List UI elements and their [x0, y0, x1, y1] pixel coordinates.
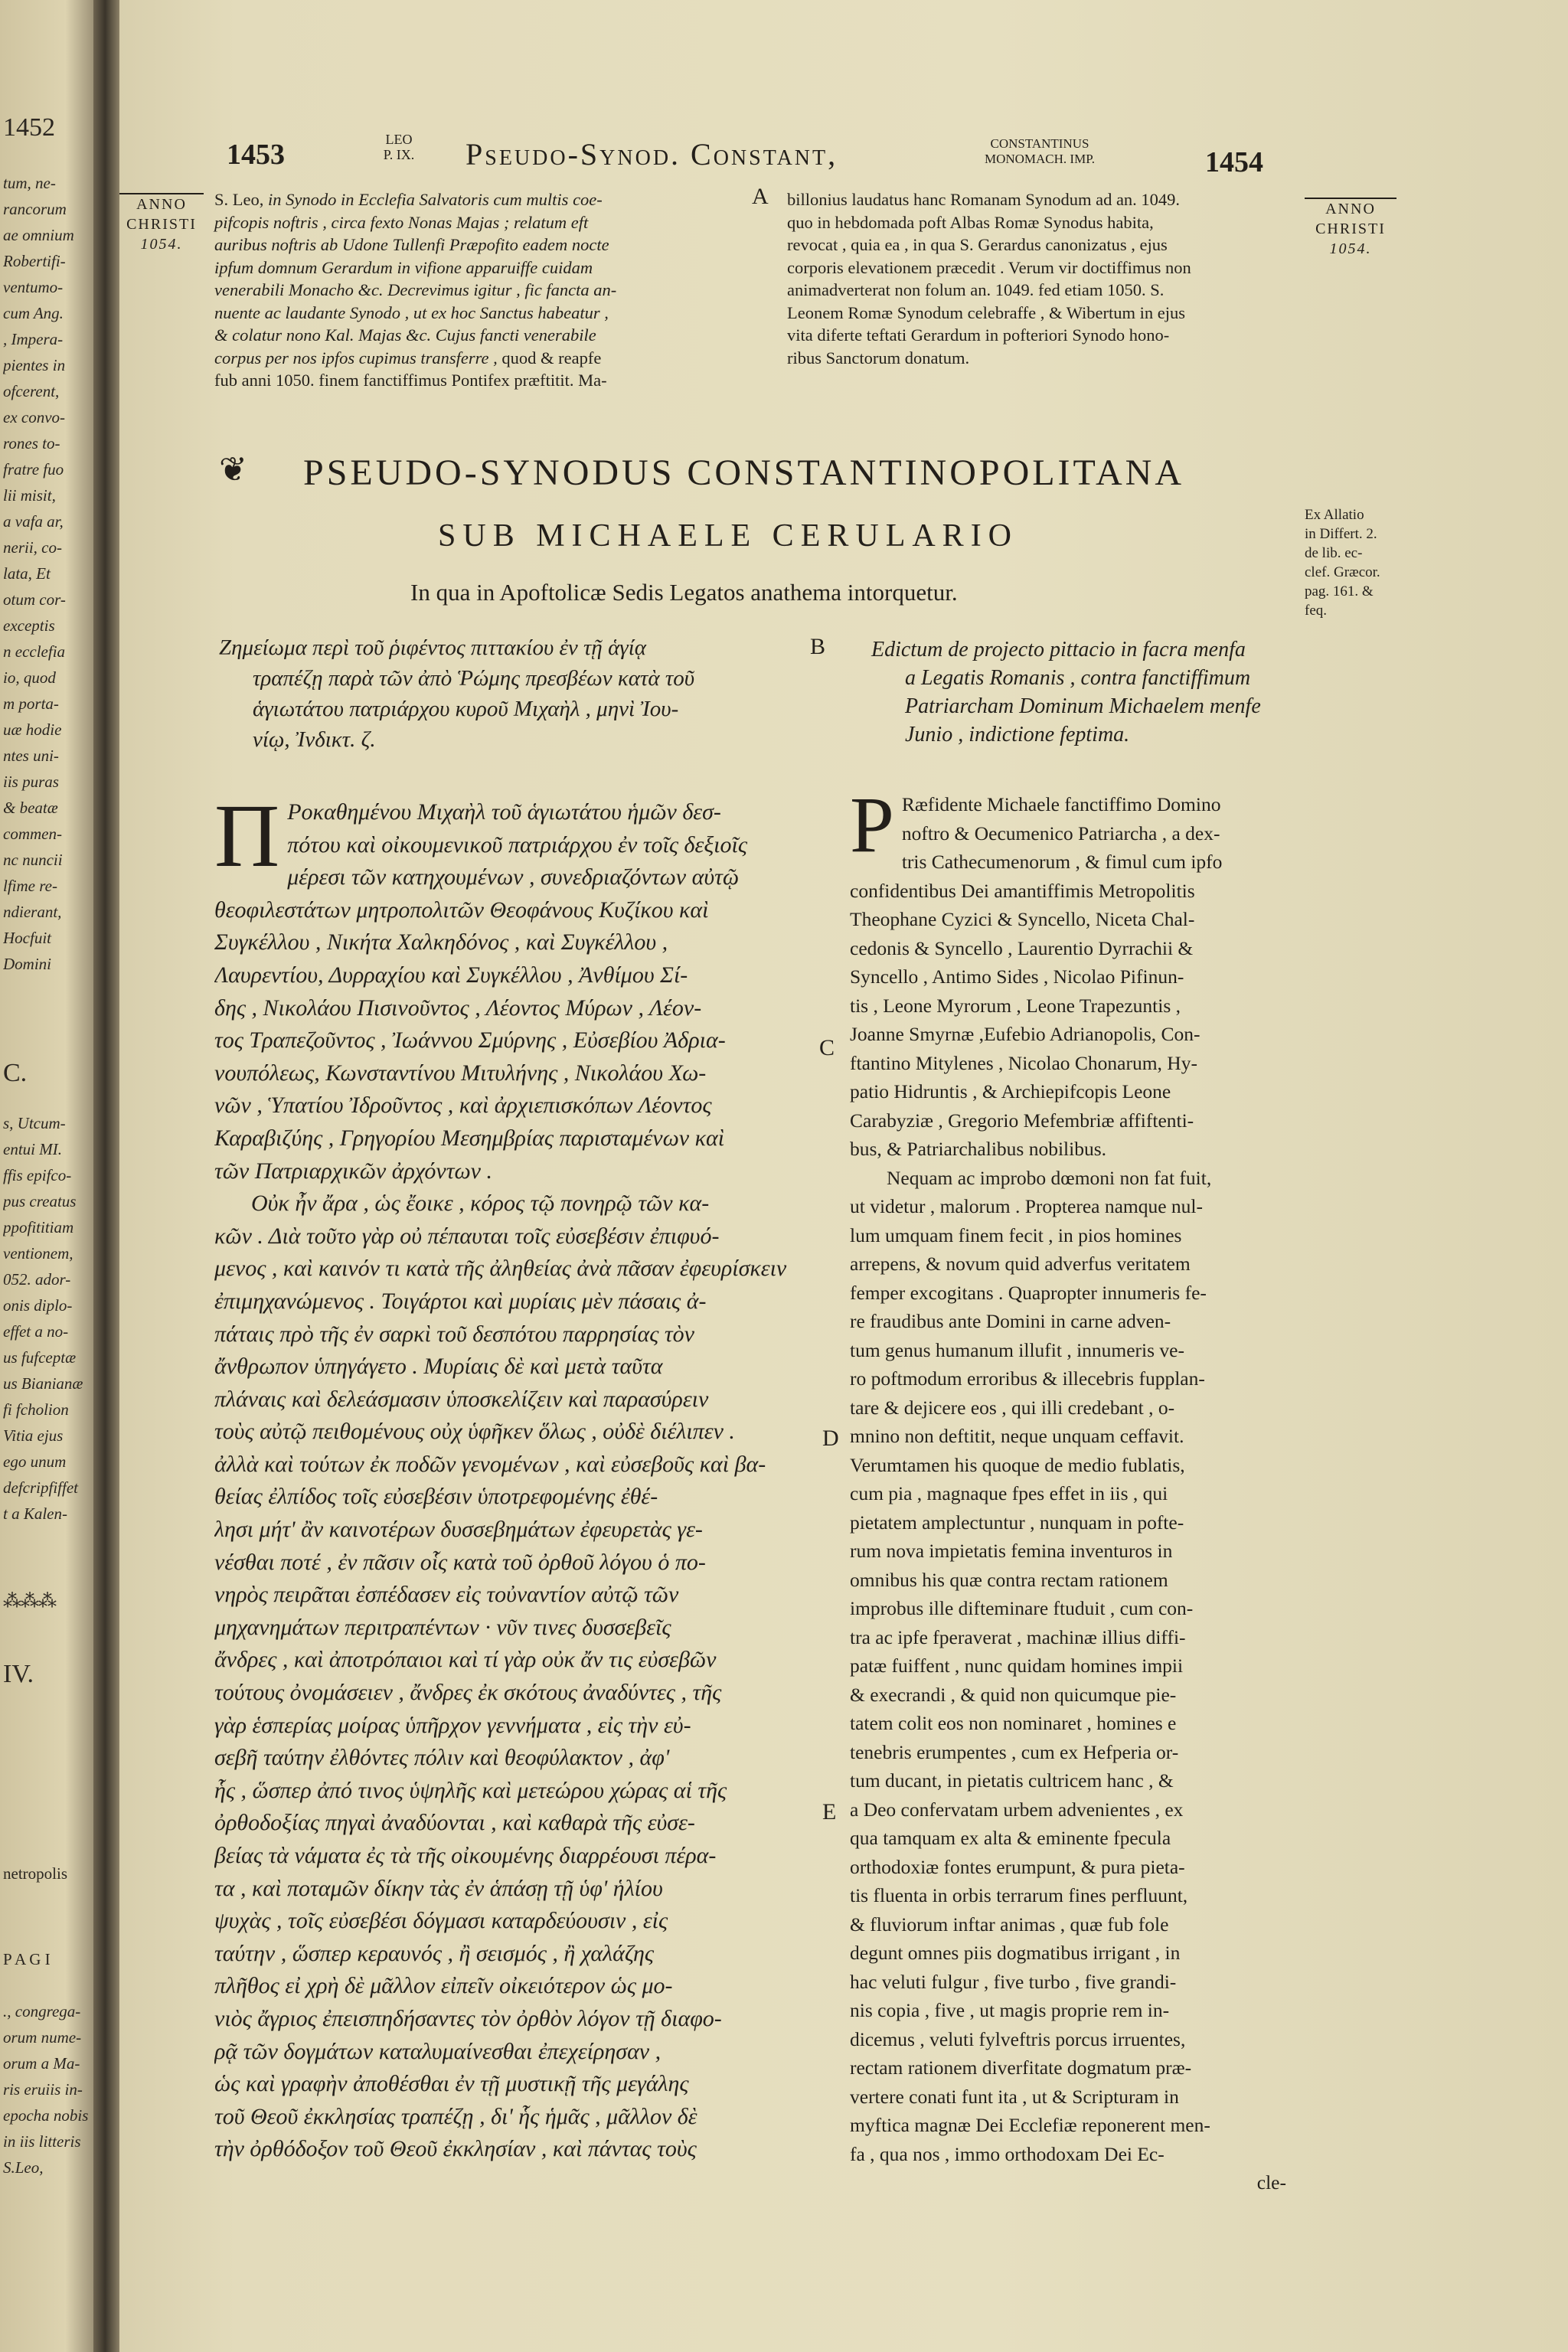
greek-line: τος Τραπεζοῦντος , Ἰωάννου Σμύρνης , Εὐσεβίου Ἀδρια- — [214, 1027, 726, 1054]
greek-line: θείας ἐλπίδος τοῖς εὐσεβέσιν ὑποτρεφομένης ἐθέ- — [214, 1484, 658, 1510]
anno-right-christi: CHRISTI — [1315, 220, 1386, 237]
top-right-line: ribus Sanctorum donatum. — [787, 348, 970, 368]
latin-line: Carabyziæ , Gregorio Mefembriæ affiftenti- — [850, 1109, 1194, 1132]
left-margin-line: ntes uni- — [3, 746, 59, 765]
greek-line: νηρὸς πειρᾶται ἐσπέδασεν εἰς τοὐναντίον αὐτῷ τῶν — [214, 1582, 679, 1608]
left-margin-line: ventionem, — [3, 1244, 74, 1263]
top-text-right-column — [787, 188, 1292, 369]
margin-note-line: in Differt. 2. — [1305, 526, 1377, 542]
latin-line: ro poftmodum erroribus & illecebris fupplan- — [850, 1367, 1205, 1390]
latin-line: & execrandi , & quid non quicumque pie- — [850, 1683, 1177, 1706]
latin-line: mnino non deftitit, neque unquam ceffavit. — [850, 1425, 1184, 1447]
left-margin-line: us fufceptæ — [3, 1348, 77, 1367]
left-section-letter: C. — [3, 1060, 28, 1086]
latin-line: noftro & Oecumenico Patriarcha , a dex- — [901, 822, 1220, 844]
left-margin-line: ofcerent, — [3, 382, 60, 400]
latin-dropcap: P — [850, 781, 894, 869]
latin-line: tum genus humanum illufit , innumeris ve- — [850, 1338, 1184, 1361]
greek-body-column — [214, 786, 787, 2166]
latin-line: patio Hidruntis , & Archiepifcopis Leone — [850, 1080, 1171, 1102]
latin-body-column — [850, 781, 1286, 2197]
greek-line: γὰρ ἑσπερίας μοίρας ὑπῆρχον γεννήματα , εἰς τὴν εὐ- — [214, 1712, 691, 1738]
emperor-label-line1: CONSTANTINUS — [990, 136, 1089, 151]
left-margin-line: S.Leo, — [3, 2158, 44, 2177]
latin-line: tis fluenta in orbis terrarum fines perfluunt, — [850, 1884, 1188, 1906]
greek-subtitle — [219, 632, 786, 755]
latin-line: omnibus his quæ contra rectam rationem — [850, 1568, 1168, 1591]
latin-line: tra ac ipfe fperaverat , machinæ illius diffi- — [850, 1625, 1186, 1648]
greek-line: νῶν , Ὑπατίου Ἰδροῦντος , καὶ ἀρχιεπισκόπων Λέοντος — [214, 1093, 712, 1119]
left-margin-line: lii misit, — [3, 486, 56, 505]
greek-line: τῶν Πατριαρχικῶν ἀρχόντων . — [214, 1158, 492, 1184]
latin-line: qua tamquam ex alta & eminente fpecula — [850, 1827, 1171, 1849]
left-margin-line: 052. ador- — [3, 1270, 71, 1289]
latin-line: rum nova impietatis femina inventuros in — [850, 1540, 1173, 1562]
top-left-line — [214, 279, 720, 302]
anno-left-word: ANNO — [136, 196, 187, 213]
left-margin-line: commen- — [3, 825, 62, 843]
left-margin-line: fratre fuo — [3, 460, 64, 479]
latin-line: bus, & Patriarchalibus nobilibus. — [850, 1138, 1107, 1160]
left-margin-line: orum nume- — [3, 2028, 82, 2047]
greek-line: ὀρθοδοξίας πηγαὶ ἀναδύονται , καὶ καθαρὰ τῆς εὐσε- — [214, 1810, 695, 1836]
latin-subtitle — [871, 635, 1300, 749]
margin-note-line: feq. — [1305, 603, 1328, 619]
latin-line: Joanne Smyrnæ ,Eufebio Adrianopolis, Con- — [850, 1023, 1200, 1045]
left-margin-line: iis puras — [3, 773, 59, 791]
top-left-line — [214, 256, 720, 279]
marker-e: E — [822, 1799, 837, 1824]
greek-line: δης , Νικολάου Πισινοῦντος , Λέοντος Μύρων , Λέον- — [214, 995, 702, 1021]
latin-line: orthodoxiæ fontes erumpunt, & pura pieta- — [850, 1855, 1185, 1878]
marker-d: D — [822, 1426, 839, 1451]
left-margin-line: us Bianianæ — [3, 1374, 83, 1393]
latin-line: tare & dejicere eos , qui illi credebant , o- — [850, 1396, 1175, 1419]
left-margin-line: lfime re- — [3, 877, 57, 895]
top-left-italic: venerabili Monacho &c. Decrevimus igitur , fic fancta an- — [214, 280, 617, 299]
greek-subtitle-line: τραπέζῃ παρὰ τῶν ἀπὸ Ῥώμης πρεσβέων κατὰ τοῦ — [253, 666, 695, 691]
latin-line: tatem colit eos non nominaret , homines e — [850, 1712, 1177, 1734]
running-head-title: Pseudo-Synod. Constant, — [466, 137, 838, 172]
greek-line: τούτους ὀνομάσειεν , ἄνδρες ἐκ σκότους ἀναδύντες , τῆς — [214, 1680, 722, 1706]
greek-line: μηχανημάτων περιτραπέντων · νῦν τινες δυσσεβεῖς — [214, 1614, 671, 1640]
anno-right-year: 1054. — [1329, 240, 1372, 257]
top-left-line — [214, 302, 720, 325]
top-left-italic: corpus per nos ipfos cupimus transferre , — [214, 348, 498, 368]
heading-line2: SUB MICHAELE CERULARIO — [438, 518, 1019, 554]
latin-line: dicemus , veluti fylveftris porcus irruentes, — [850, 2027, 1186, 2050]
greek-line: τοῦ Θεοῦ ἐκκλησίας τραπέζῃ , δι' ἧς ἡμᾶς , μᾶλλον δὲ — [214, 2103, 697, 2129]
latin-line: ftantino Mitylenes , Nicolao Chonarum, Hy- — [850, 1051, 1197, 1074]
left-margin-line: ego unum — [3, 1452, 67, 1471]
latin-subtitle-line: Edictum de projecto pittacio in facra menfa — [871, 638, 1246, 662]
latin-line: tenebris erumpentes , cum ex Hefperia or- — [850, 1740, 1179, 1763]
left-margin-line: ae omnium — [3, 226, 74, 244]
emperor-label-line2: MONOMACH. IMP. — [984, 152, 1096, 166]
latin-line: a Deo confervatam urbem advenientes , ex — [850, 1798, 1184, 1821]
left-margin-line: nerii, co- — [3, 538, 62, 557]
greek-subtitle-line: Ζημείωμα περὶ τοῦ ῥιφέντος πιττακίου ἐν τῇ ἁγίᾳ — [219, 635, 646, 660]
left-ornament: ⁂⁂⁂ — [3, 1592, 56, 1612]
left-margin-line: a vafa ar, — [3, 512, 64, 531]
greek-line: κῶν . Διὰ τοῦτο γὰρ οὐ πέπαυται τοῖς εὐσεβέσιν ἐπιφυό- — [214, 1223, 720, 1249]
margin-note-line: pag. 161. & — [1305, 583, 1374, 599]
latin-line: vertere conati funt ita , ut & Scripturam in — [850, 2085, 1179, 2108]
greek-line: μενος , καὶ καινόν τι κατὰ τῆς ἀληθείας ἀνὰ πᾶσαν ἐφευρίσκειν — [214, 1256, 787, 1282]
latin-line: lum umquam finem fecit , in pios homines — [850, 1223, 1182, 1246]
latin-line: degunt omnes piis dogmatibus irrigant , in — [850, 1942, 1181, 1964]
left-margin-line: Domini — [3, 955, 51, 973]
left-margin-line: onis diplo- — [3, 1296, 73, 1315]
left-margin-line: m porta- — [3, 694, 59, 713]
greek-line: τα , καὶ ποταμῶν δίκην τὰς ἐν ἁπάσῃ τῇ ὑφ' ἡλίου — [214, 1875, 663, 1901]
left-margin-line: n ecclefia — [3, 642, 66, 661]
latin-line: Syncello , Antimo Sides , Nicolao Pifinun- — [850, 965, 1184, 988]
greek-line: ἧς , ὥσπερ ἀπό τινος ὑψηλῆς καὶ μετεώρου χώρας αἱ τῆς — [214, 1777, 727, 1803]
margin-note-line: de lib. ec- — [1305, 545, 1363, 561]
latin-subtitle-line: Junio , indictione feptima. — [905, 723, 1130, 746]
greek-line: Οὐκ ἦν ἄρα , ὡς ἔοικε , κόρος τῷ πονηρῷ τῶν κα- — [251, 1191, 710, 1217]
latin-line: Ræfidente Michaele fanctiffimo Domino — [901, 793, 1221, 815]
left-margin-line: epocha nobis — [3, 2106, 89, 2125]
left-margin-line: ex convo- — [3, 408, 66, 426]
emperor-label — [956, 136, 1124, 167]
top-left-line — [214, 324, 720, 347]
margin-note-line: Ex Allatio — [1305, 507, 1364, 523]
top-right-line: billonius laudatus hanc Romanam Synodum ad an. 1049. — [787, 190, 1181, 209]
heading-line3: In qua in Apoftolicæ Sedis Legatos anathema intorquetur. — [410, 579, 958, 606]
marker-c: C — [819, 1035, 835, 1060]
left-margin-line: exceptis — [3, 616, 55, 635]
pope-label-line2: P. IX. — [383, 147, 415, 162]
greek-line: ἐπιμηχανώμενος . Τοιγάρτοι καὶ μυρίαις μὲν πάσαις ἀ- — [214, 1288, 707, 1314]
anno-left-christi: CHRISTI — [126, 216, 197, 233]
latin-line: fa , qua nos , immo orthodoxam Dei Ec- — [850, 2142, 1165, 2165]
greek-line: μέρεσι τῶν κατηχουμένων , συνεδριαζόντων αὐτῷ — [287, 864, 740, 890]
greek-line: ἀλλὰ καὶ τούτων ἐκ ποδῶν γενομένων , καὶ εὐσεβοῦς καὶ βα- — [214, 1451, 766, 1477]
latin-line: myftica magnæ Dei Ecclefiæ reponerent men- — [850, 2114, 1210, 2136]
top-right-line: Leonem Romæ Synodum celebraffe , & Wibertum in ejus — [787, 302, 1186, 322]
left-margin-line: pus creatus — [3, 1192, 77, 1210]
greek-line: πλάναις καὶ δελεάσμασιν ὑποσκελίζειν καὶ παρασύρειν — [214, 1386, 709, 1412]
latin-line: tis , Leone Myrorum , Leone Trapezuntis , — [850, 994, 1181, 1017]
left-margin-line: fi fcholion — [3, 1400, 69, 1419]
left-page-fragment — [0, 0, 93, 2352]
greek-line: Καραβιζύης , Γρηγορίου Μεσημβρίας παρισταμένων καὶ — [214, 1125, 725, 1151]
greek-subtitle-line: νίῳ, Ἰνδικτ. ζ. — [253, 727, 376, 752]
top-text-left-column — [214, 188, 720, 392]
left-margin-line: lata, Et — [3, 564, 51, 583]
top-left-italic: auribus noftris ab Udone Tullenfi Præpofito eadem nocte — [214, 235, 609, 254]
left-section-numeral: IV. — [3, 1661, 34, 1687]
greek-line: τοὺς αὐτῷ πειθομένους οὐχ ὑφῆκεν ὅλως , οὐδὲ διέλιπεν . — [214, 1419, 735, 1445]
greek-line: πάταις πρὸ τῆς ἐν σαρκὶ τοῦ δεσπότου παρρησίας τὸν — [214, 1321, 694, 1347]
left-margin-line: pientes in — [3, 356, 66, 374]
heading-ornament: ❦ — [219, 451, 247, 488]
greek-line: θεοφιλεστάτων μητροπολιτῶν Θεοφάνους Κυζίκου καὶ — [214, 897, 709, 923]
top-left-line — [214, 211, 720, 234]
marker-b: B — [810, 634, 826, 659]
left-margin-line: entui MI. — [3, 1140, 62, 1158]
left-margin-line: rones to- — [3, 434, 60, 452]
anno-christi-left — [119, 193, 204, 254]
top-right-line: corporis elevationem præcedit . Verum vir doctiffimus non — [787, 257, 1191, 277]
latin-line: confidentibus Dei amantiffimis Metropolitis — [850, 879, 1195, 902]
left-metropolis-label: netropolis — [3, 1864, 67, 1883]
marker-a: A — [752, 184, 769, 209]
top-left-italic: & colatur nono Kal. Majas &c. Cujus fancti venerabile — [214, 325, 596, 345]
main-page — [119, 0, 1568, 2352]
left-margin-line: in iis litteris — [3, 2132, 81, 2151]
left-margin-line: rancorum — [3, 200, 67, 218]
latin-line: Nequam ac improbo dœmoni non fat fuit, — [887, 1166, 1212, 1189]
greek-line: λησι μήτ' ἂν καινοτέρων δυσσεβημάτων ἐφευρετὰς γε- — [214, 1517, 703, 1543]
greek-line: νουπόλεως, Κωνσταντίνου Μιτυλήνης , Νικολάου Χω- — [214, 1060, 707, 1086]
top-left-italic: nuente ac laudante Synodo , ut ex hoc Sanctus habeatur , — [214, 302, 609, 322]
latin-line: tris Cathecumenorum , & fimul cum ipfo — [901, 851, 1223, 873]
left-margin-line: cum Ang. — [3, 304, 64, 322]
greek-line: νιὸς ἄγριος ἐπεισπηδήσαντες τὸν ὀρθὸν λόγον τῇ διαφο- — [214, 2005, 722, 2031]
left-margin-line: defcripfiffet — [3, 1478, 78, 1497]
greek-line: Ροκαθημένου Μιχαὴλ τοῦ ἁγιωτάτου ἡμῶν δεσ- — [287, 799, 721, 825]
top-left-italic: in Synodo in Ecclefia Salvatoris cum multis coe- — [268, 190, 603, 209]
anno-right-word: ANNO — [1325, 201, 1376, 217]
heading-line1: PSEUDO-SYNODUS CONSTANTINOPOLITANA — [303, 452, 1185, 493]
greek-line: ὡς καὶ γραφὴν ἀποθέσθαι ἐν τῇ μυστικῇ τῆς μεγάλης — [214, 2071, 689, 2097]
greek-line: σεβῆ ταύτην ἐλθόντες πόλιν καὶ θεοφύλακτον , ἀφ' — [214, 1745, 670, 1771]
latin-subtitle-line: Patriarcham Dominum Michaelem menfe — [905, 694, 1261, 718]
greek-line: ἄνδρες , καὶ ἀποτρόπαιοι καὶ τί γὰρ οὐκ ἄν τις εὐσεβῶν — [214, 1647, 717, 1673]
anno-left-year: 1054. — [140, 236, 183, 253]
greek-line: Συγκέλλου , Νικήτα Χαλκηδόνος , καὶ Συγκέλλου , — [214, 929, 668, 956]
left-margin-line: ppofititiam — [3, 1218, 74, 1236]
top-right-line: revocat , quia ea , in qua S. Gerardus canonizatus , ejus — [787, 235, 1168, 254]
left-margin-line: ventumo- — [3, 278, 64, 296]
latin-line: ut videtur , malorum . Propterea namque nul- — [850, 1195, 1204, 1217]
pope-label — [368, 132, 430, 162]
greek-line: πότου καὶ οἰκουμενικοῦ πατριάρχου ἐν τοῖς δεξιοῖς — [287, 831, 748, 858]
page-number-left: 1453 — [227, 139, 285, 171]
left-margin-line: Vitia ejus — [3, 1426, 64, 1445]
greek-line: ρᾷ τῶν δογμάτων καταλυμαίνεσθαι ἐπεχείρησαν , — [214, 2038, 662, 2064]
top-left-roman: fub anni 1050. finem fanctiffimus Pontifex præftitit. Ma- — [214, 371, 607, 390]
top-left-italic: pifcopis noftris , circa fexto Nonas Majas ; relatum eft — [214, 212, 589, 232]
greek-line: νέσθαι ποτέ , ἐν πᾶσιν οἷς κατὰ τοῦ ὀρθοῦ λόγου ὁ πο- — [214, 1549, 706, 1575]
margin-note-right — [1305, 505, 1412, 620]
greek-line: ψυχὰς , τοῖς εὐσεβέσι δόγμασι καταρδεύουσιν , εἰς — [214, 1908, 668, 1934]
latin-line: cum pia , magnaque fpes effet in iis , qui — [850, 1482, 1168, 1504]
latin-line: tum ducant, in pietatis cultricem hanc , & — [850, 1769, 1174, 1792]
left-margin-line: , Impera- — [3, 330, 64, 348]
left-margin-line: & beatæ — [3, 799, 58, 817]
latin-line: Verumtamen his quoque de medio fublatis, — [850, 1453, 1185, 1476]
latin-subtitle-line: a Legatis Romanis , contra fanctiffimum — [905, 666, 1251, 690]
top-left-line — [214, 369, 720, 392]
greek-line: πλῆθος εἰ χρὴ δὲ μᾶλλον εἰπεῖν οἰκειότερον ὡς μο- — [214, 1973, 673, 1999]
left-margin-line: effet a no- — [3, 1322, 69, 1341]
left-margin-line: ., congrega- — [3, 2002, 81, 2020]
latin-line: arrepens, & novum quid adverfus veritatem — [850, 1253, 1191, 1275]
left-margin-line: Hocfuit — [3, 929, 51, 947]
greek-line: τὴν ὀρθόδοξον τοῦ Θεοῦ ἐκκλησίαν , καὶ πάντας τοὺς — [214, 2136, 697, 2162]
top-right-line: quo in hebdomada poft Albas Romæ Synodus habita, — [787, 212, 1154, 232]
left-pagi-label: P A G I — [3, 1950, 51, 1968]
latin-line: hac veluti fulgur , five turbo , five grandi- — [850, 1970, 1177, 1993]
top-left-line — [214, 188, 720, 211]
greek-line: Λαυρεντίου, Δυρραχίου καὶ Συγκέλλου , Ἀνθίμου Σί- — [214, 962, 688, 988]
top-left-line — [214, 234, 720, 256]
anno-christi-right — [1305, 198, 1396, 259]
left-margin-line: otum cor- — [3, 590, 66, 609]
greek-line: ταύτην , ὥσπερ κεραυνός , ἢ σεισμός , ἢ χαλάζης — [214, 1940, 655, 1966]
greek-dropcap: Π — [214, 786, 280, 886]
latin-line: patæ fuiffent , nunc quidam homines impii — [850, 1655, 1184, 1677]
latin-line: re fraudibus ante Domini in carne adven- — [850, 1310, 1171, 1332]
top-right-line: animadverterat non folum an. 1049. fed etiam 1050. S. — [787, 280, 1165, 299]
left-margin-line: Robertifi- — [3, 252, 66, 270]
left-margin-line: ndierant, — [3, 903, 62, 921]
left-margin-line: uæ hodie — [3, 720, 62, 739]
latin-line: nis copia , five , ut magis proprie rem in- — [850, 1999, 1170, 2021]
latin-line: cedonis & Syncello , Laurentio Dyrrachii & — [850, 936, 1194, 959]
margin-note-line: clef. Græcor. — [1305, 564, 1380, 580]
left-page-number: 1452 — [3, 115, 55, 141]
left-margin-line: io, quod — [3, 668, 56, 687]
left-margin-line: ris eruiis in- — [3, 2080, 83, 2099]
pope-label-line1: LEO — [385, 132, 413, 147]
top-left-roman-end: quod & reapfe — [497, 348, 602, 368]
latin-line: & fluviorum inftar animas , quæ fub fole — [850, 1913, 1169, 1936]
latin-line: femper excogitans . Quapropter innumeris fe- — [850, 1281, 1207, 1304]
greek-line: ἄνθρωπον ὑπηγάγετο . Μυρίαις δὲ καὶ μετὰ ταῦτα — [214, 1354, 663, 1380]
latin-line: cle- — [1256, 2171, 1286, 2194]
left-margin-line: orum a Ma- — [3, 2054, 80, 2073]
top-left-roman: S. Leo, — [214, 190, 268, 209]
left-margin-line: nc nuncii — [3, 851, 63, 869]
latin-line: improbus ille difteminare ftuduit , cum con- — [850, 1597, 1194, 1619]
book-gutter — [93, 0, 119, 2352]
greek-line: βείας τὰ νάματα ἐς τὰ τῆς οἰκουμένης διαρρέουσι πέρα- — [214, 1843, 717, 1868]
top-right-line: vita diferte teftati Gerardum in pofteriori Synodo hono- — [787, 325, 1170, 345]
left-margin-line: ffis epifco- — [3, 1166, 72, 1184]
latin-line: Theophane Cyzici & Syncello, Niceta Chal- — [850, 908, 1195, 930]
left-margin-line: s, Utcum- — [3, 1114, 66, 1132]
left-margin-line: t a Kalen- — [3, 1504, 67, 1523]
latin-line: pietatem amplectuntur , nunquam in pofte- — [850, 1511, 1184, 1534]
latin-line: rectam rationem diverfitate dogmatum præ- — [850, 2056, 1192, 2079]
left-margin-line: tum, ne- — [3, 174, 56, 192]
greek-subtitle-line: ἁγιωτάτου πατριάρχου κυροῦ Μιχαὴλ , μηνὶ Ἰου- — [253, 697, 679, 721]
top-left-italic: ipfum domnum Gerardum in vifione apparuiffe cuidam — [214, 257, 593, 277]
top-left-line — [214, 347, 720, 370]
page-number-right: 1454 — [1205, 146, 1263, 178]
